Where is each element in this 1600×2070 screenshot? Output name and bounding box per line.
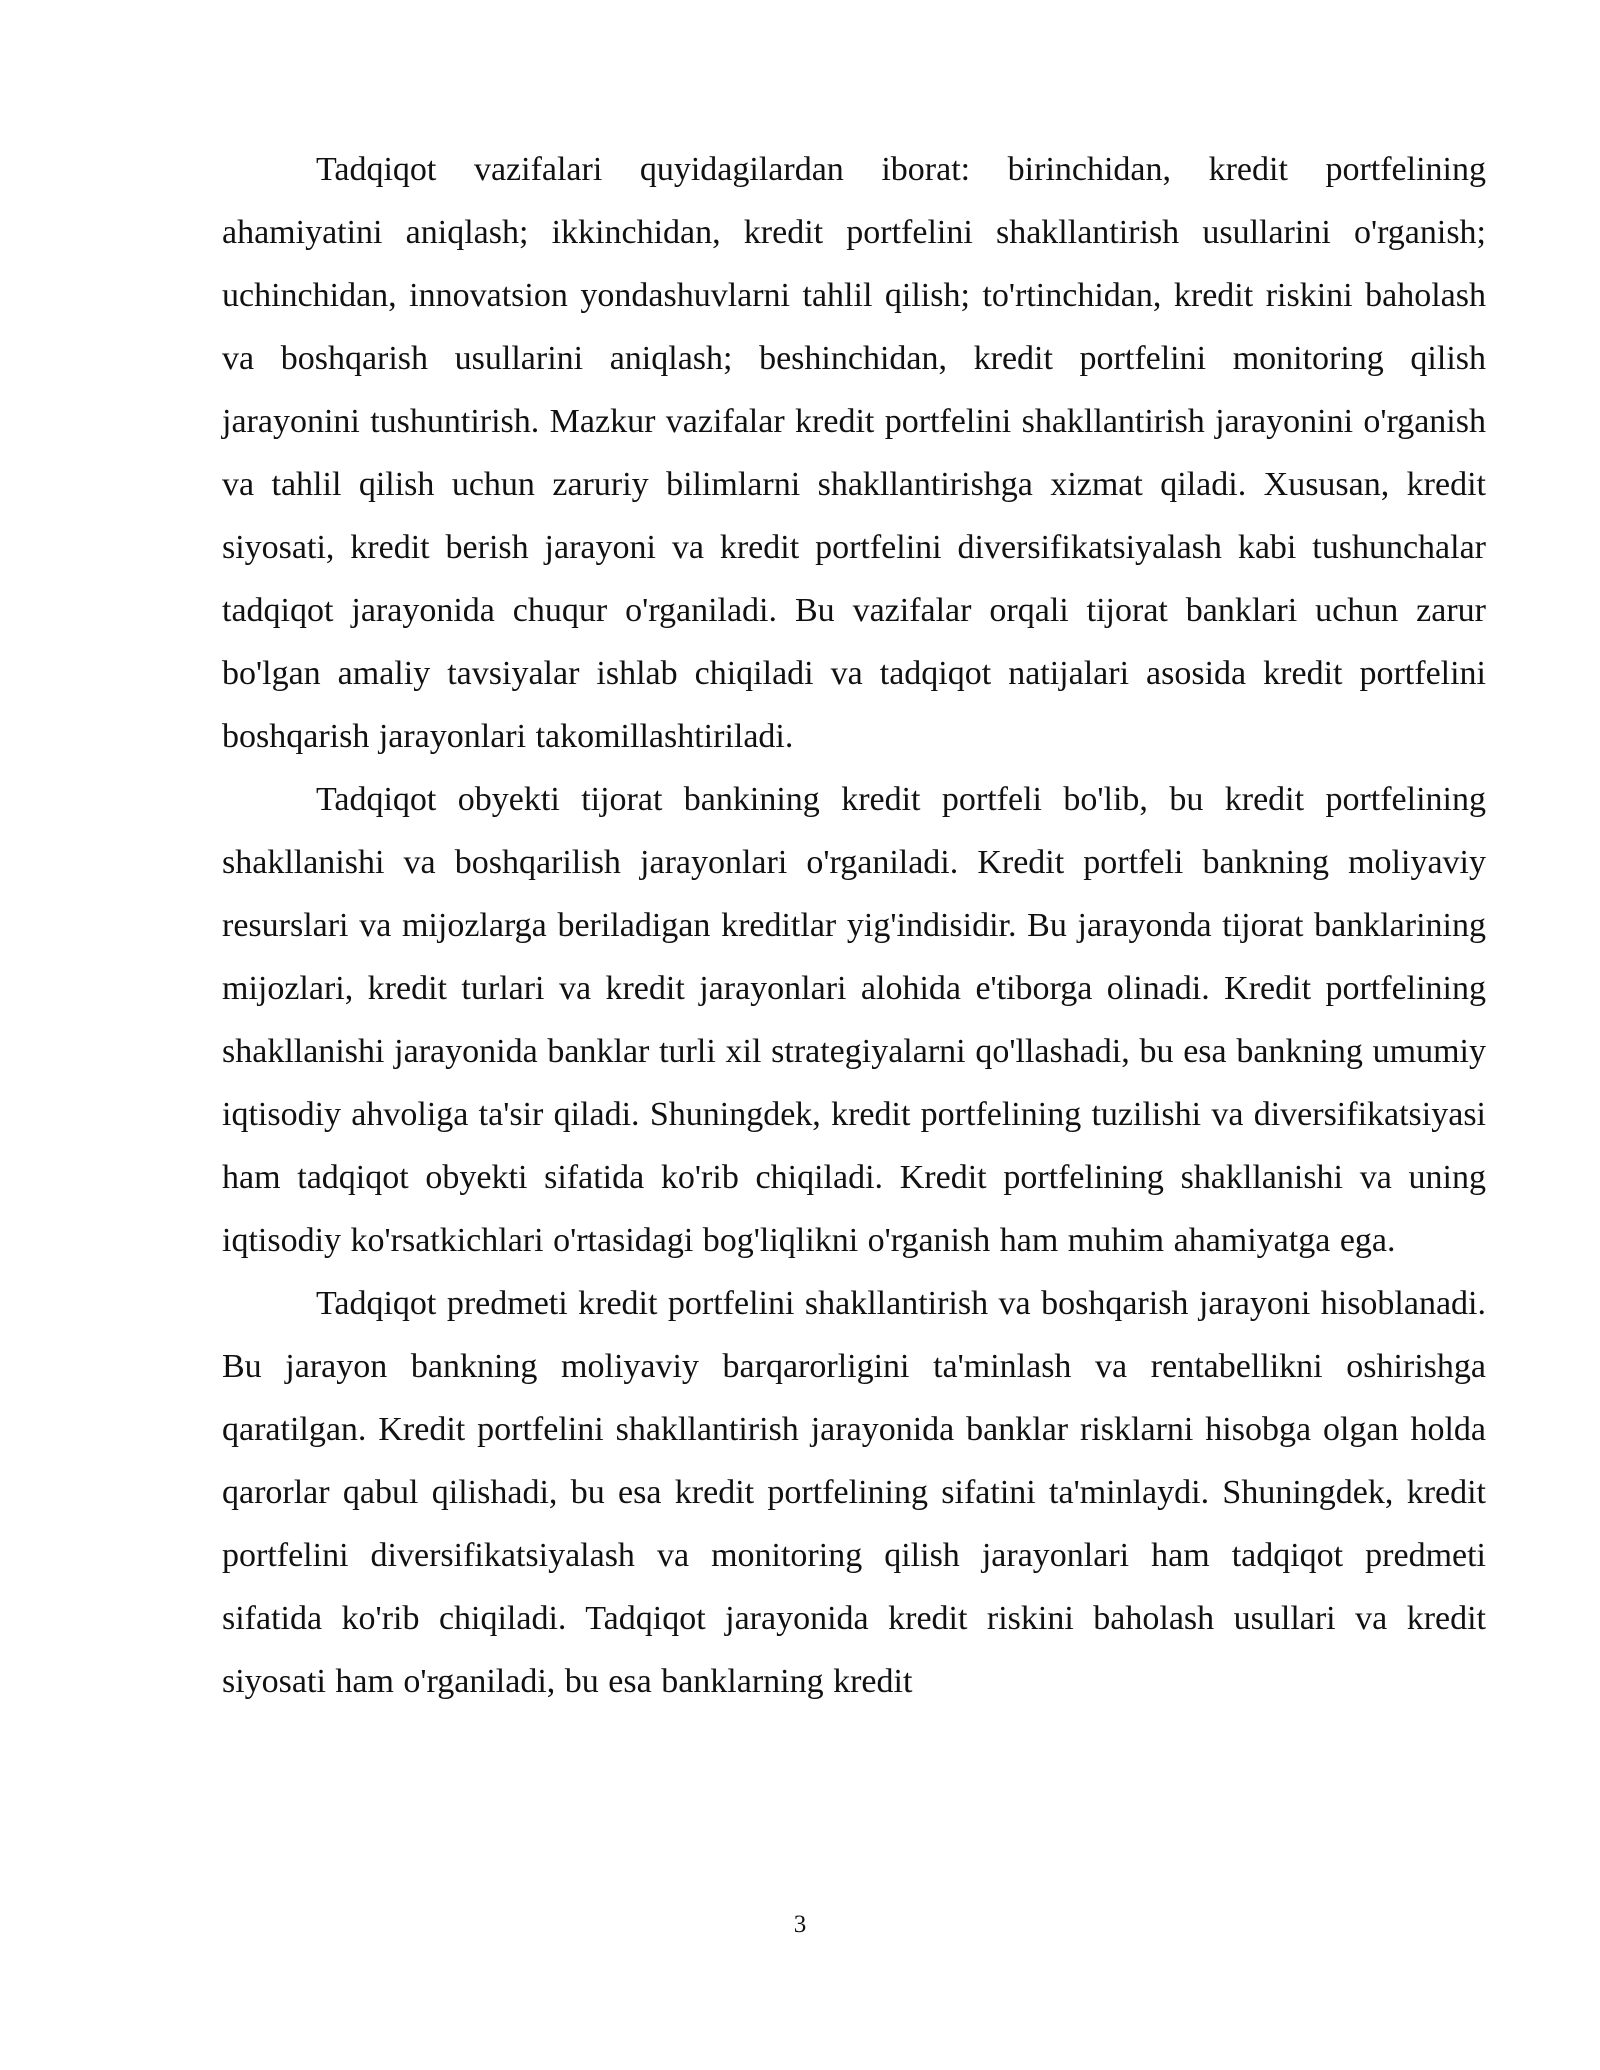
paragraph-research-object: Tadqiqot obyekti tijorat bankining kredit portfeli bo'lib, bu kredit portfelining shakllanishi va boshqarilish jarayonlari o'rganiladi. Kredit portfeli bankning moliyaviy resurslari va mijozlarga beriladigan kreditlar yig'indisidir. Bu jarayonda tijorat banklarining mijozlari, kredit turlari va kredit jarayonlari alohida e'tiborga olinadi. Kredit portfelining shakllanishi jarayonida banklar turli xil strategiyalarni qo'llashadi, bu esa bankning umumiy iqtisodiy ahvoliga ta'sir qiladi. Shuningdek, kredit portfelining tuzilishi va diversifikatsiyasi ham tadqiqot obyekti sifatida ko'rib chiqiladi. Kredit portfelining shakllanishi va uning iqtisodiy ko'rsatkichlari o'rtasidagi bog'liqlikni o'rganish ham muhim ahamiyatga ega.: [222, 781, 1486, 1259]
paragraph-research-tasks: Tadqiqot vazifalari quyidagilardan iborat: birinchidan, kredit portfelining ahamiyatini aniqlash; ikkinchidan, kredit portfelini shakllantirish usullarini o'rganish; uchinchidan, innovatsion yondashuvlarni tahlil qilish; to'rtinchidan, kredit riskini baholash va boshqarish usullarini aniqlash; beshinchidan, kredit portfelini monitoring qilish jarayonini tushuntirish. Mazkur vazifalar kredit portfelini shakllantirish jarayonini o'rganish va tahlil qilish uchun zaruriy bilimlarni shakllantirishga xizmat qiladi. Xususan, kredit siyosati, kredit berish jarayoni va kredit portfelini diversifikatsiyalash kabi tushunchalar tadqiqot jarayonida chuqur o'rganiladi. Bu vazifalar orqali tijorat banklari uchun zarur bo'lgan amaliy tavsiyalar ishlab chiqiladi va tadqiqot natijalari asosida kredit portfelini boshqarish jarayonlari takomillashtiriladi.: [222, 151, 1486, 755]
paragraph-research-subject: Tadqiqot predmeti kredit portfelini shakllantirish va boshqarish jarayoni hisoblanadi. Bu jarayon bankning moliyaviy barqarorligini ta'minlash va rentabellikni oshirishga qaratilgan. Kredit portfelini shakllantirish jarayonida banklar risklarni hisobga olgan holda qarorlar qabul qilishadi, bu esa kredit portfelining sifatini ta'minlaydi. Shuningdek, kredit portfelini diversifikatsiyalash va monitoring qilish jarayonlari ham tadqiqot predmeti sifatida ko'rib chiqiladi. Tadqiqot jarayonida kredit riskini baholash usullari va kredit siyosati ham o'rganiladi, bu esa banklarning kredit: [222, 1285, 1486, 1700]
body-text: [222, 138, 1486, 1713]
page-number: 3: [793, 1911, 807, 1938]
